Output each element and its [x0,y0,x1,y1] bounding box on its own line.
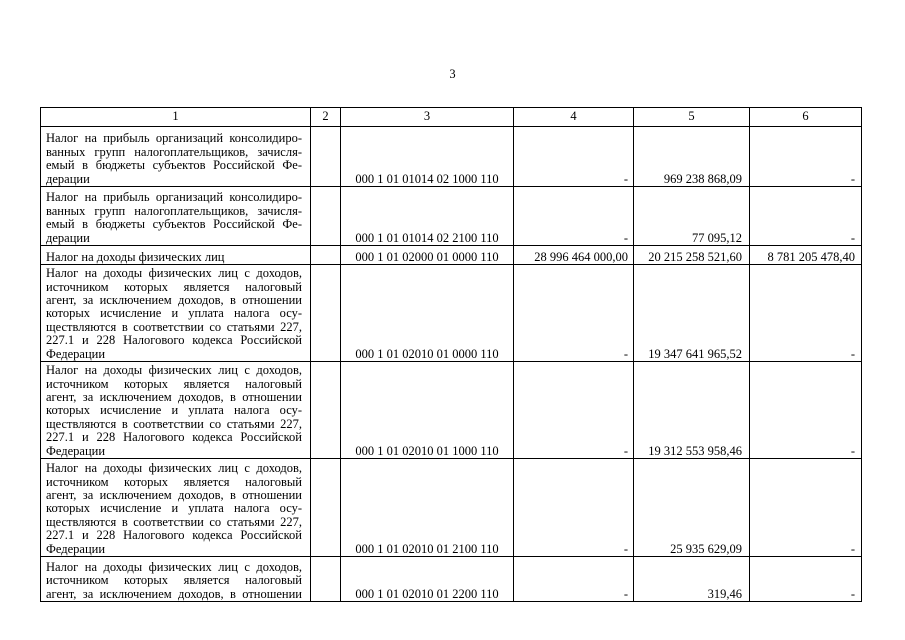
code-cell: 000 1 01 02010 01 1000 110 [341,362,514,459]
code-cell: 000 1 01 02010 01 2200 110 [341,557,514,602]
value-cell-col6: 8 781 205 478,40 [750,246,862,265]
code-cell: 000 1 01 01014 02 2100 110 [341,187,514,246]
item-name-cell: Налог на прибыль организаций консолидиро- ванных групп налогоплательщиков, зачисля- емый в бюджеты субъектов Российской Фе- дерации [41,127,311,187]
value-cell-col5: 19 312 553 958,46 [634,362,750,459]
empty-cell [311,187,341,246]
item-name-cell: Налог на доходы физических лиц с доходов, источником которых является налоговый агент, за исключением доходов, в отношении которых исчисление и уплата налога осу- ществляются в соответствии со статьями 227, 227.1 и 228 Налогового кодекса Российской Федерации [41,459,311,557]
table-row [41,362,862,459]
empty-cell [311,127,341,187]
value-cell-col6: - [750,187,862,246]
data-table [40,107,862,602]
table-row [41,187,862,246]
empty-cell [311,265,341,362]
value-cell-col6: - [750,557,862,602]
item-name-cell: Налог на прибыль организаций консолидиро- ванных групп налогоплательщиков, зачисля- емый в бюджеты субъектов Российской Фе- дерации [41,187,311,246]
item-name-cell: Налог на доходы физических лиц с доходов, источником которых является налоговый агент, за исключением доходов, в отношении [41,557,311,602]
value-cell-col6: - [750,362,862,459]
value-cell-col5: 77 095,12 [634,187,750,246]
code-cell: 000 1 01 02010 01 2100 110 [341,459,514,557]
value-cell-col4: - [514,362,634,459]
value-cell-col4: - [514,459,634,557]
column-header-5: 5 [634,108,750,127]
empty-cell [311,246,341,265]
column-header-1: 1 [41,108,311,127]
code-cell: 000 1 01 02010 01 0000 110 [341,265,514,362]
value-cell-col5: 25 935 629,09 [634,459,750,557]
column-header-3: 3 [341,108,514,127]
value-cell-col4: - [514,557,634,602]
column-header-2: 2 [311,108,341,127]
table-row [41,265,862,362]
empty-cell [311,459,341,557]
table-row [41,557,862,602]
value-cell-col5: 319,46 [634,557,750,602]
table-row [41,459,862,557]
value-cell-col6: - [750,265,862,362]
column-header-4: 4 [514,108,634,127]
table-row [41,246,862,265]
code-cell: 000 1 01 02000 01 0000 110 [341,246,514,265]
value-cell-col5: 969 238 868,09 [634,127,750,187]
empty-cell [311,557,341,602]
value-cell-col5: 20 215 258 521,60 [634,246,750,265]
table-row [41,127,862,187]
value-cell-col4: - [514,265,634,362]
empty-cell [311,362,341,459]
value-cell-col5: 19 347 641 965,52 [634,265,750,362]
item-name-cell: Налог на доходы физических лиц с доходов, источником которых является налоговый агент, за исключением доходов, в отношении которых исчисление и уплата налога осу- ществляются в соответствии со статьями 227, 227.1 и 228 Налогового кодекса Российской Федерации [41,362,311,459]
item-name-cell: Налог на доходы физических лиц [41,246,311,265]
header-row [41,108,862,127]
code-cell: 000 1 01 01014 02 1000 110 [341,127,514,187]
value-cell-col6: - [750,127,862,187]
value-cell-col4: - [514,187,634,246]
column-header-6: 6 [750,108,862,127]
page-number: 3 [449,67,456,81]
value-cell-col4: 28 996 464 000,00 [514,246,634,265]
value-cell-col6: - [750,459,862,557]
item-name-cell: Налог на доходы физических лиц с доходов, источником которых является налоговый агент, за исключением доходов, в отношении которых исчисление и уплата налога осу- ществляются в соответствии со статьями 227, 227.1 и 228 Налогового кодекса Российской Федерации [41,265,311,362]
value-cell-col4: - [514,127,634,187]
